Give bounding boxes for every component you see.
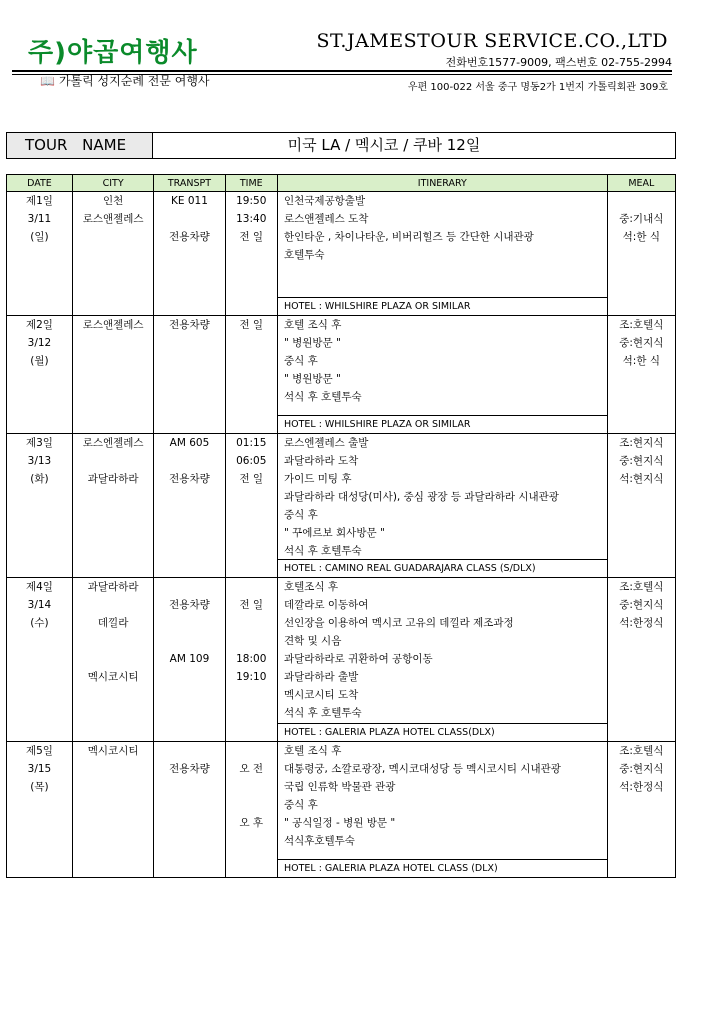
transport-cell-line: KE 011: [171, 195, 208, 207]
itinerary-line: 국립 인류학 박물관 관광: [283, 781, 396, 793]
meal-cell-line: 석:한정식: [619, 617, 664, 629]
itinerary-line: 로스앤젤레스 도착: [283, 213, 369, 225]
table-row: [7, 192, 676, 316]
hotel-line: HOTEL : WHILSHIRE PLAZA OR SIMILAR: [278, 297, 607, 315]
date-cell-line: (일): [30, 231, 49, 243]
company-phone: 전화번호1577-9009, 팩스번호 02-755-2994: [445, 56, 672, 69]
itinerary-line: 석식 후 호텔투숙: [283, 545, 362, 557]
transport-cell-line: [154, 668, 224, 686]
city-cell: [72, 578, 153, 742]
col-meal: MEAL: [607, 175, 675, 192]
itinerary-line: 호텔조식 후: [283, 581, 339, 593]
transport-cell-line: AM 605: [169, 437, 210, 449]
meal-cell-line: 조:호텔식: [619, 745, 664, 757]
time-cell-line: 13:40: [236, 213, 267, 225]
time-cell-line: 18:00: [236, 653, 267, 665]
itinerary-line: 선인장을 이용하여 멕시코 고유의 데낄라 제조과정: [283, 617, 514, 629]
time-cell: [225, 316, 277, 434]
time-cell-line: 전 일: [239, 473, 264, 485]
col-transport: TRANSPT: [154, 175, 225, 192]
meal-cell-line: [608, 192, 675, 210]
company-logo: 주)야곱여행사: [28, 38, 198, 68]
itinerary-cell: [277, 578, 607, 742]
itinerary-cell: [277, 742, 607, 878]
date-cell: [7, 434, 73, 578]
meal-cell: [607, 578, 675, 742]
transport-cell: [154, 434, 225, 578]
date-cell: [7, 578, 73, 742]
city-cell-line: 로스엔젤레스: [82, 437, 144, 449]
meal-cell-line: 석:한 식: [622, 355, 660, 367]
itinerary-line: 호텔 조식 후: [283, 319, 342, 331]
date-cell-line: 제1일: [25, 195, 53, 207]
transport-cell-line: AM 109: [169, 653, 210, 665]
time-cell-line: 전 일: [239, 319, 264, 331]
itinerary-line: 과달라하라 출발: [283, 671, 359, 683]
itinerary-line: 데깔라로 이동하여: [283, 599, 369, 611]
transport-cell-line: 전용차량: [169, 763, 210, 775]
time-cell: [225, 192, 277, 316]
date-cell-line: (목): [30, 781, 49, 793]
hotel-line: HOTEL : WHILSHIRE PLAZA OR SIMILAR: [278, 415, 607, 433]
meal-cell-line: 조:호텔식: [619, 581, 664, 593]
itinerary-line: 중식 후: [283, 799, 318, 811]
time-cell: [225, 434, 277, 578]
letterhead: [0, 0, 720, 100]
logo-subtitle-text: 가톨릭 성지순례 전문 여행사: [58, 74, 210, 88]
time-cell-line: 19:50: [236, 195, 267, 207]
itinerary-line: " 병원방문 ": [283, 373, 341, 385]
meal-cell-line: 중:현지식: [619, 455, 664, 467]
itinerary-line: 대통령궁, 소깔로광장, 멕시코대성당 등 멕시코시티 시내관광: [283, 763, 561, 775]
date-cell-line: (수): [30, 617, 49, 629]
date-cell: [7, 316, 73, 434]
transport-cell-line: [154, 452, 224, 470]
meal-cell-line: 중:현지식: [619, 763, 664, 775]
meal-cell-line: 중:기내식: [619, 213, 664, 225]
date-cell-line: 제2일: [25, 319, 53, 331]
time-cell-line: 전 일: [239, 231, 264, 243]
city-cell-line: [73, 228, 153, 246]
time-cell: [225, 742, 277, 878]
date-cell: [7, 742, 73, 878]
time-cell-line: 오 전: [239, 763, 264, 775]
itinerary-line: 호텔투숙: [283, 249, 325, 261]
time-cell-line: [226, 578, 277, 596]
time-cell-line: 19:10: [236, 671, 267, 683]
city-cell-line: [73, 596, 153, 614]
hotel-line: HOTEL : CAMINO REAL GUADARAJARA CLASS (S/DLX): [278, 559, 607, 577]
meal-cell-line: 중:현지식: [619, 599, 664, 611]
tour-name-value: 미국 LA / 멕시코 / 쿠바 12일: [287, 136, 481, 154]
itinerary-line: 로스엔젤레스 출발: [283, 437, 369, 449]
date-cell-line: 3/13: [27, 455, 52, 467]
itinerary-line: 과달라하라 도착: [283, 455, 359, 467]
date-cell-line: 3/11: [27, 213, 52, 225]
itinerary-line: 과달라하라로 귀환하여 공항이동: [283, 653, 433, 665]
transport-cell: [154, 316, 225, 434]
time-cell-line: 01:15: [236, 437, 267, 449]
itinerary-table: [6, 174, 676, 878]
city-cell-line: 인천: [102, 195, 124, 207]
hotel-line: HOTEL : GALERIA PLAZA HOTEL CLASS (DLX): [278, 859, 607, 877]
table-header-row: [7, 175, 676, 192]
itinerary-line: 멕시코시티 도착: [283, 689, 359, 701]
meal-cell: [607, 192, 675, 316]
time-cell-line: [226, 742, 277, 760]
itinerary-cell: [277, 192, 607, 316]
city-cell: [72, 434, 153, 578]
itinerary-line: 석식후호텔투숙: [283, 835, 355, 847]
company-name: ST.JAMESTOUR SERVICE.CO.,LTD: [316, 30, 668, 52]
itinerary-line: 인천국제공항출발: [283, 195, 366, 207]
meal-cell: [607, 434, 675, 578]
city-cell-line: 멕시코시티: [87, 745, 139, 757]
transport-cell-line: [154, 742, 224, 760]
city-cell-line: 과달라하라: [87, 581, 139, 593]
city-cell-line: 멕시코시티: [87, 671, 139, 683]
city-cell-line: [73, 452, 153, 470]
meal-cell-line: 중:현지식: [619, 337, 664, 349]
header-divider: [12, 70, 672, 72]
itinerary-line: 견학 및 시음: [283, 635, 342, 647]
city-cell-line: 로스앤젤레스: [82, 213, 144, 225]
transport-cell-line: 전용차량: [169, 231, 210, 243]
col-date: DATE: [7, 175, 73, 192]
meal-cell-line: 석:현지식: [619, 473, 664, 485]
col-itinerary: ITINERARY: [277, 175, 607, 192]
date-cell-line: 3/12: [27, 337, 52, 349]
date-cell-line: (화): [30, 473, 49, 485]
time-cell-line: 오 후: [239, 817, 264, 829]
meal-cell-line: 석:한정식: [619, 781, 664, 793]
transport-cell: [154, 578, 225, 742]
book-icon: 📖: [40, 74, 55, 88]
table-row: [7, 742, 676, 878]
time-cell-line: [226, 632, 277, 650]
itinerary-line: 석식 후 호텔투숙: [283, 707, 362, 719]
hotel-line: HOTEL : GALERIA PLAZA HOTEL CLASS(DLX): [278, 723, 607, 741]
city-cell-line: 로스앤젤레스: [82, 319, 144, 331]
date-cell-line: 3/15: [27, 763, 52, 775]
itinerary-line: 중식 후: [283, 509, 318, 521]
tour-name-row: [6, 132, 676, 159]
date-cell-line: 제4일: [25, 581, 53, 593]
time-cell: [225, 578, 277, 742]
table-row: [7, 434, 676, 578]
transport-cell-line: [154, 614, 224, 632]
itinerary-cell: [277, 316, 607, 434]
itinerary-line: 중식 후: [283, 355, 318, 367]
date-cell-line: 3/14: [27, 599, 52, 611]
itinerary-line: 호텔 조식 후: [283, 745, 342, 757]
time-cell-line: [226, 778, 277, 796]
meal-cell-line: 조:현지식: [619, 437, 664, 449]
city-cell-line: [73, 650, 153, 668]
meal-cell: [607, 316, 675, 434]
transport-cell-line: 전용차량: [169, 319, 210, 331]
time-cell-line: 06:05: [236, 455, 267, 467]
table-row: [7, 578, 676, 742]
transport-cell: [154, 192, 225, 316]
itinerary-line: " 꾸에르보 회사방문 ": [283, 527, 385, 539]
city-cell: [72, 192, 153, 316]
itinerary-line: " 공식일정 - 병원 방문 ": [283, 817, 396, 829]
transport-cell-line: [154, 578, 224, 596]
header-divider-thin: [12, 74, 672, 75]
transport-cell: [154, 742, 225, 878]
city-cell-line: 데낄라: [97, 617, 129, 629]
time-cell-line: [226, 614, 277, 632]
date-cell: [7, 192, 73, 316]
date-cell-line: (월): [30, 355, 49, 367]
company-address: 우편 100-022 서울 중구 명동2가 1번지 가톨릭회관 309호: [407, 82, 668, 93]
col-time: TIME: [225, 175, 277, 192]
meal-cell: [607, 742, 675, 878]
itinerary-line: 가이드 미팅 후: [283, 473, 352, 485]
meal-cell-line: 석:한 식: [622, 231, 660, 243]
city-cell-line: [73, 632, 153, 650]
city-cell-line: 과달라하라: [87, 473, 139, 485]
table-row: [7, 316, 676, 434]
transport-cell-line: 전용차량: [169, 473, 210, 485]
transport-cell-line: [154, 210, 224, 228]
col-city: CITY: [72, 175, 153, 192]
transport-cell-line: [154, 632, 224, 650]
itinerary-line: 과달라하라 대성당(미사), 중심 광장 등 과달라하라 시내관광: [283, 491, 559, 503]
itinerary-line: 석식 후 호텔투숙: [283, 391, 362, 403]
tour-name-label: TOUR NAME: [7, 133, 153, 158]
itinerary-line: 한인타운 , 차이나타운, 비버리힐즈 등 간단한 시내관광: [283, 231, 534, 243]
date-cell-line: 제5일: [25, 745, 53, 757]
meal-cell-line: 조:호텔식: [619, 319, 664, 331]
city-cell: [72, 742, 153, 878]
itinerary-line: " 병원방문 ": [283, 337, 341, 349]
time-cell-line: [226, 796, 277, 814]
transport-cell-line: 전용차량: [169, 599, 210, 611]
city-cell: [72, 316, 153, 434]
date-cell-line: 제3일: [25, 437, 53, 449]
time-cell-line: 전 일: [239, 599, 264, 611]
itinerary-cell: [277, 434, 607, 578]
